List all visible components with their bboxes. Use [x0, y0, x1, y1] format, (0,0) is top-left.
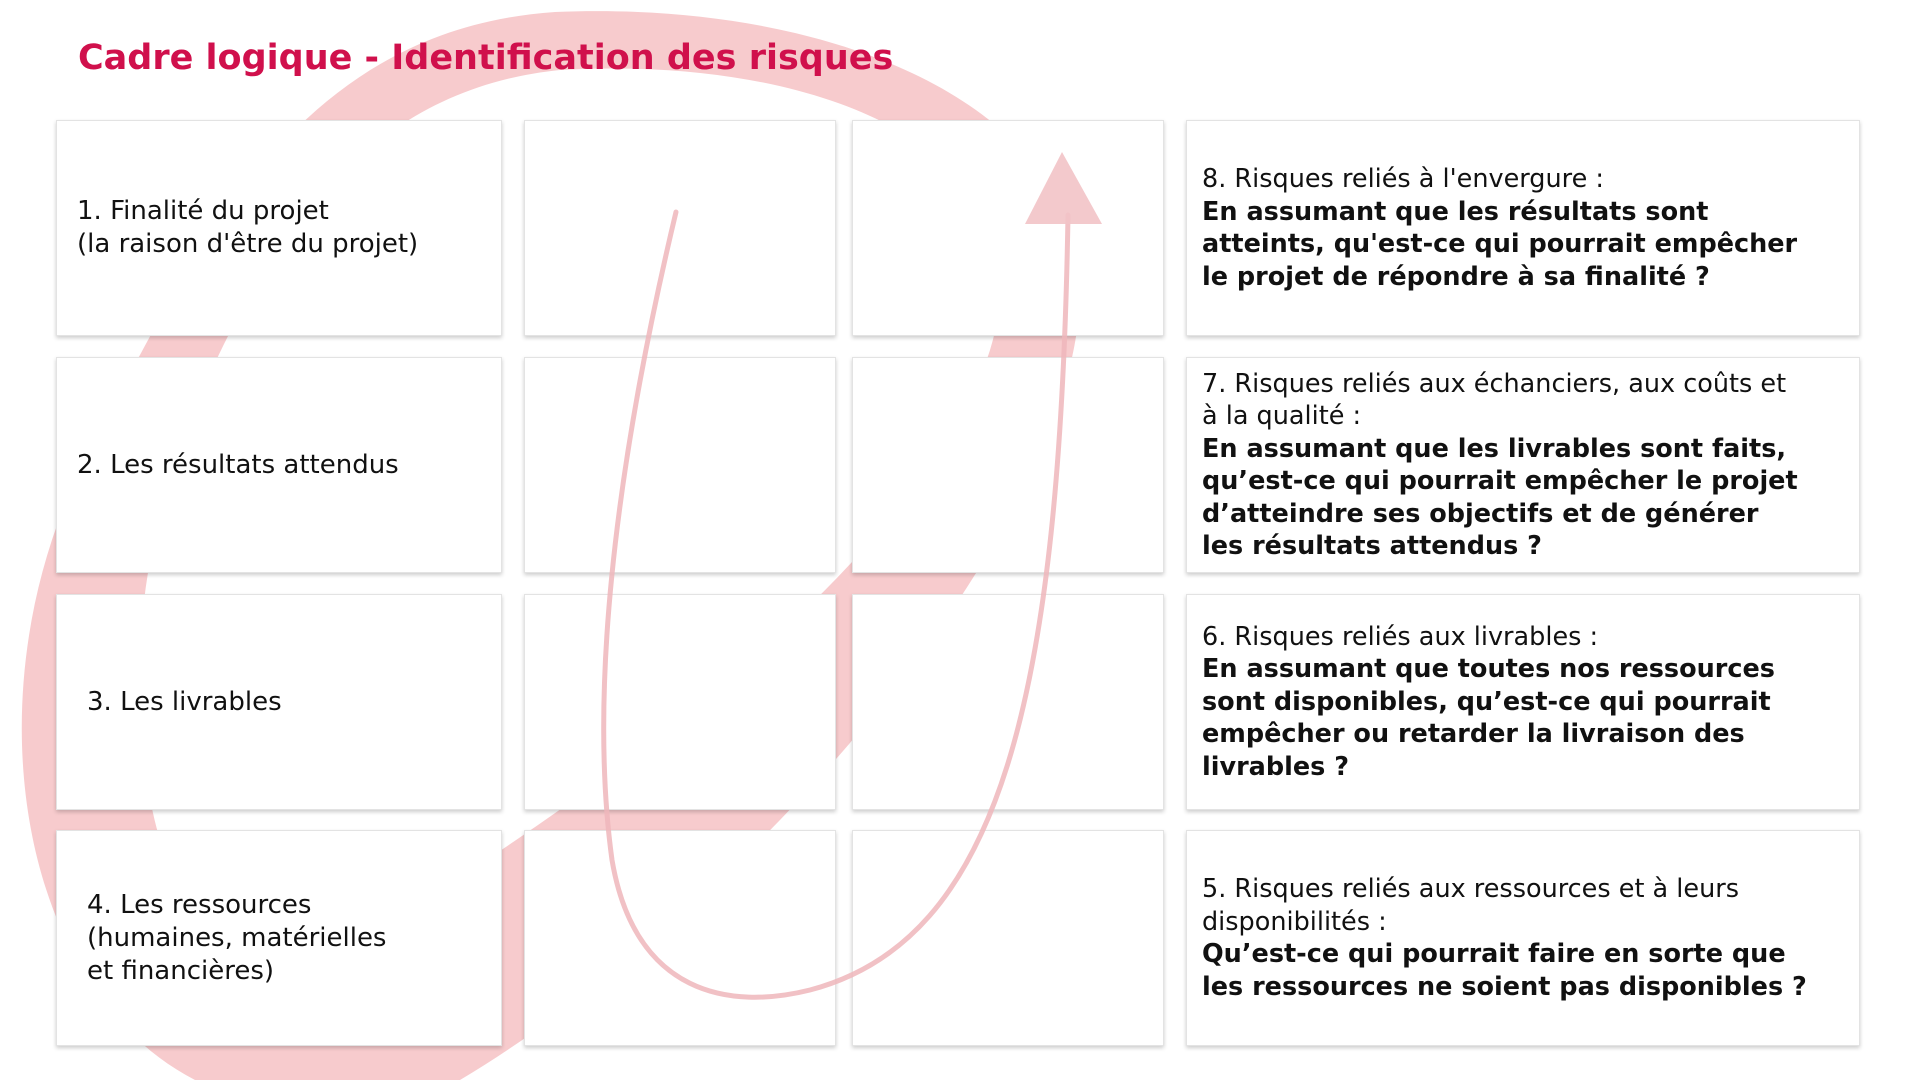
risk-question-line: sont disponibles, qu’est-ce qui pourrait	[1202, 686, 1771, 717]
level-label	[77, 195, 483, 261]
risk-question-line: atteints, qu'est-ce qui pourrait empêcher	[1202, 229, 1798, 259]
empty-cell	[852, 120, 1164, 336]
level-label	[87, 686, 483, 719]
risk-heading-line: 6. Risques reliés aux livrables :	[1202, 621, 1599, 652]
risk-card-echanciers	[1186, 357, 1860, 573]
risk-question-line: les résultats attendus ?	[1202, 531, 1542, 561]
level-card-finalite	[56, 120, 502, 336]
empty-cell	[524, 594, 836, 810]
level-label	[87, 889, 483, 988]
risk-question-line: d’atteindre ses objectifs et de générer	[1202, 498, 1759, 529]
level-label	[77, 449, 483, 482]
risk-heading-line: 7. Risques reliés aux échanciers, aux coûts et	[1202, 368, 1787, 399]
empty-cell	[524, 830, 836, 1046]
risk-question-line: Qu’est-ce qui pourrait faire en sorte que	[1202, 939, 1786, 969]
risk-heading-line: à la qualité :	[1202, 401, 1362, 431]
risk-card-envergure	[1186, 120, 1860, 336]
risk-question-line: En assumant que les résultats sont	[1202, 196, 1709, 227]
risk-heading-line: disponibilités :	[1202, 906, 1387, 937]
risk-question-line: les ressources ne soient pas disponibles ?	[1202, 971, 1807, 1002]
risk-question-line: empêcher ou retarder la livraison des	[1202, 719, 1745, 750]
level-label-line: 3. Les livrables	[87, 686, 282, 717]
level-label-line: et financières)	[87, 955, 275, 986]
risk-heading	[1202, 621, 1841, 654]
risk-heading	[1202, 873, 1841, 938]
page-title: Cadre logique - Identification des risques	[78, 38, 894, 78]
risk-question-line: livrables ?	[1202, 751, 1350, 782]
level-label-line: 1. Finalité du projet	[77, 196, 329, 226]
risk-question	[1202, 433, 1841, 563]
risk-question	[1202, 938, 1841, 1003]
level-label-line: 4. Les ressources	[87, 889, 312, 920]
level-label-line: 2. Les résultats attendus	[77, 449, 399, 480]
empty-cell	[524, 357, 836, 573]
risk-question	[1202, 196, 1841, 294]
level-card-resultats	[56, 357, 502, 573]
risk-card-ressources	[1186, 830, 1860, 1046]
empty-cell	[852, 594, 1164, 810]
risk-question-line: le projet de répondre à sa finalité ?	[1202, 261, 1710, 292]
risk-heading	[1202, 163, 1841, 196]
risk-heading	[1202, 368, 1841, 433]
empty-cell	[852, 830, 1164, 1046]
risk-card-livrables	[1186, 594, 1860, 810]
risk-heading-line: 8. Risques reliés à l'envergure :	[1202, 164, 1604, 194]
risk-heading-line: 5. Risques reliés aux ressources et à leurs	[1202, 874, 1739, 904]
risk-question-line: En assumant que les livrables sont faits,	[1202, 433, 1787, 464]
level-card-livrables	[56, 594, 502, 810]
risk-question-line: En assumant que toutes nos ressources	[1202, 654, 1775, 685]
empty-cell	[524, 120, 836, 336]
level-card-ressources	[56, 830, 502, 1046]
risk-question-line: qu’est-ce qui pourrait empêcher le projet	[1202, 466, 1798, 496]
risk-question	[1202, 653, 1841, 783]
level-label-line: (la raison d'être du projet)	[77, 229, 419, 259]
empty-cell	[852, 357, 1164, 573]
level-label-line: (humaines, matérielles	[87, 922, 387, 953]
